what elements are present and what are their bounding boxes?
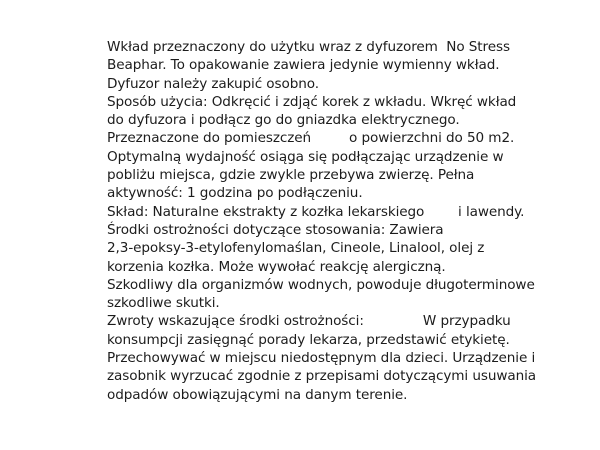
text-line: zasobnik wyrzucać zgodnie z przepisami dotyczącymi usuwania — [107, 368, 537, 385]
text-line: Przechowywać w miejscu niedostępnym dla dzieci. Urządzenie i — [107, 350, 536, 367]
text-line: do dyfuzora i podłącz go do gniazdka elektrycznego. — [107, 112, 460, 129]
text-line: konsumpcji zasięgnąć porady lekarza, przedstawić etykietę. — [107, 331, 510, 348]
text-line: Zwroty wskazujące środki ostrożności: W przypadku — [107, 313, 511, 330]
text-line: aktywność: 1 godzina po podłączeniu. — [107, 185, 363, 202]
text-line: odpadów obowiązującymi na danym terenie. — [107, 386, 408, 403]
text-line: Szkodliwy dla organizmów wodnych, powoduje długoterminowe — [107, 276, 535, 293]
text-line: Przeznaczone do pomieszczeń o powierzchni do 50 m2. — [107, 130, 515, 147]
text-line: pobliżu miejsca, gdzie zwykle przebywa zwierzę. Pełna — [107, 167, 475, 184]
text-line: korzenia kozłka. Może wywołać reakcję alergiczną. — [107, 258, 446, 275]
text-line: Środki ostrożności dotyczące stosowania: Zawiera — [107, 221, 444, 238]
leaflet-text — [107, 38, 577, 404]
text-line: Optymalną wydajność osiąga się podłączając urządzenie w — [107, 148, 504, 165]
text-line: Sposób użycia: Odkręcić i zdjąć korek z wkładu. Wkręć wkład — [107, 93, 517, 110]
text-line: Dyfuzor należy zakupić osobno. — [107, 75, 319, 92]
text-line: Wkład przeznaczony do użytku wraz z dyfuzorem No Stress — [107, 39, 510, 55]
text-line: Beaphar. To opakowanie zawiera jedynie wymienny wkład. — [107, 57, 500, 74]
text-line: Skład: Naturalne ekstrakty z kozłka lekarskiego i lawendy. — [107, 203, 525, 220]
text-line: szkodliwe skutki. — [107, 295, 220, 312]
text-line: 2,3-epoksy-3-etylofenylomaślan, Cineole, Linalool, olej z — [107, 240, 485, 257]
